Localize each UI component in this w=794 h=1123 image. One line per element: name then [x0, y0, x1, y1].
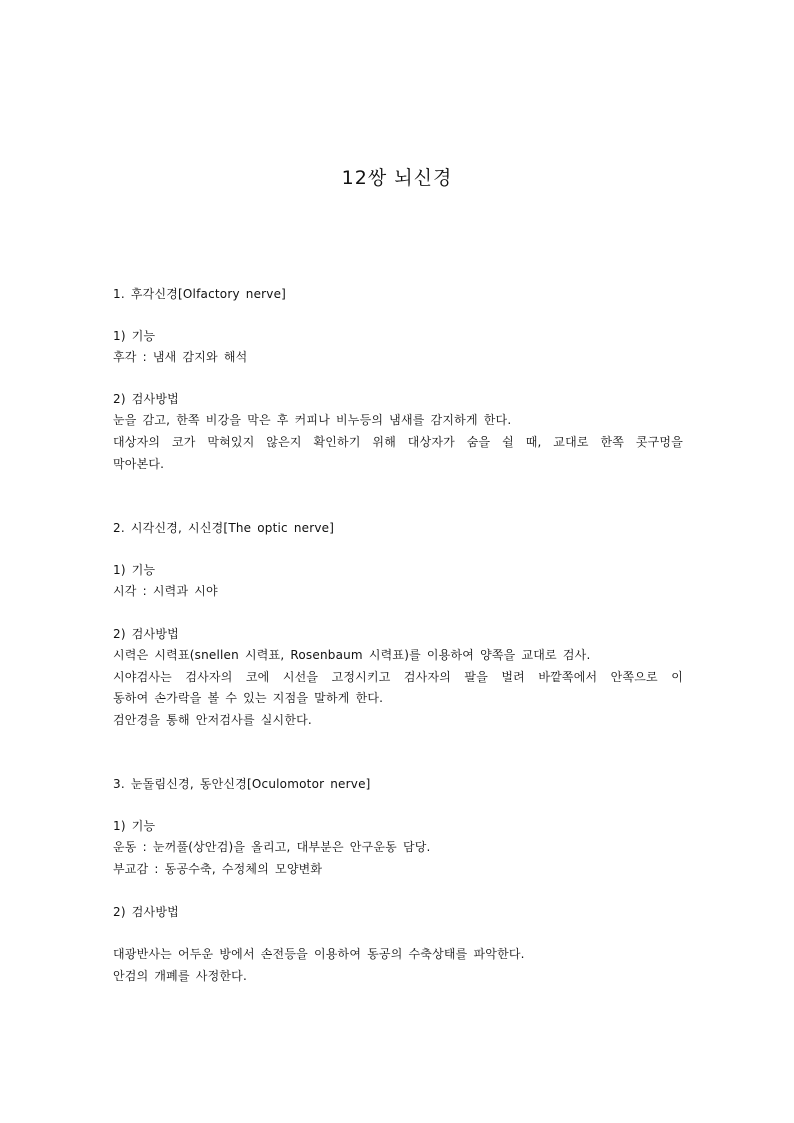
body-text-line: 운동 : 눈꺼풀(상안검)을 올리고, 대부분은 안구운동 담당.: [113, 840, 431, 854]
subsection-heading-function: 1) 기능: [113, 329, 156, 343]
body-text-line: 안검의 개폐를 사정한다.: [113, 969, 247, 983]
body-text-line: 시각 : 시력과 시야: [113, 584, 218, 598]
subsection-heading-exam: 2) 검사방법: [113, 627, 179, 641]
body-text-line: 눈을 감고, 한쪽 비강을 막은 후 커피나 비누등의 냄새를 감지하게 한다.: [113, 413, 512, 427]
section-heading: 3. 눈돌림신경, 동안신경[Oculomotor nerve]: [113, 777, 371, 791]
section-heading: 1. 후각신경[Olfactory nerve]: [113, 287, 287, 301]
body-text-line: 후각 : 냄새 감지와 해석: [113, 350, 248, 364]
subsection-heading-function: 1) 기능: [113, 563, 156, 577]
body-text-line: 검안경을 통해 안저검사를 실시한다.: [113, 713, 312, 727]
section-heading: 2. 시각신경, 시신경[The optic nerve]: [113, 521, 335, 535]
subsection-heading-exam: 2) 검사방법: [113, 392, 179, 406]
body-text-line: 동하여 손가락을 볼 수 있는 지점을 말하게 한다.: [113, 691, 384, 705]
subsection-heading-function: 1) 기능: [113, 819, 156, 833]
body-text-line: 시야검사는 검사자의 코에 시선을 고정시키고 검사자의 팔을 벌려 바깥쪽에서 안쪽으로 이: [113, 670, 683, 684]
body-text-line: 막아본다.: [113, 457, 165, 471]
body-text-line: 시력은 시력표(snellen 시력표, Rosenbaum 시력표)를 이용하여 양쪽을 교대로 검사.: [113, 648, 591, 662]
body-text-line: 대광반사는 어두운 방에서 손전등을 이용하여 동공의 수축상태를 파악한다.: [113, 947, 525, 961]
page-title: 12쌍 뇌신경: [341, 167, 453, 189]
body-text-line: 대상자의 코가 막혀있지 않은지 확인하기 위해 대상자가 숨을 쉴 때, 교대로 한쪽 콧구멍을: [113, 435, 683, 449]
subsection-heading-exam: 2) 검사방법: [113, 905, 179, 919]
body-text-line: 부교감 : 동공수축, 수정체의 모양변화: [113, 862, 323, 876]
